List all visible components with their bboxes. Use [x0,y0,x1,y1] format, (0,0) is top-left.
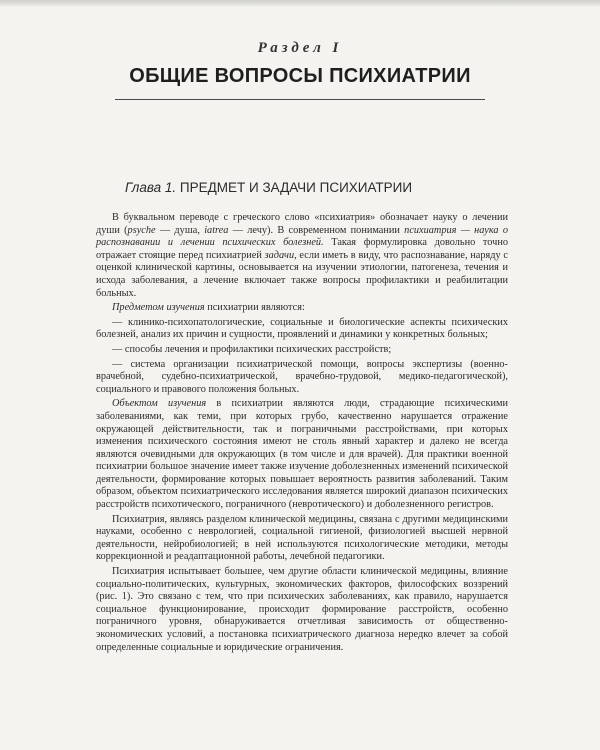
object-emphasis: Объектом изучения [112,398,207,410]
tasks-emphasis: задачи [264,249,295,261]
subject-emphasis: Предметом изучения [112,302,205,314]
definition-emphasis: психиатрия — наука о распознавании и лечении психических болезней. [96,224,508,249]
text-run: в психиатрии являются люди, страдающие психическими заболеваниями, как теми, при которых грубо, качественно нарушается отражение окружающей действительности, так и пограничными расстройствами, при которых изменения психического состояния имеют не столь явный характер и далеко не всегда являются очевидными для окружающих (в том числе и для врачей). Для практики военной психиатрии большое значение имеет также изучение доболезненных изменений психической деятельности, формирование которых повышает вероятность развития заболеваний. Таким образом, объектом психиатрического исследования является широкий диапазон психических расстройств психотического, пограничного (невротического) и доболезненного регистров. [96,398,509,511]
text-run: — душа, [155,224,205,236]
text-run: — лечу). В современном понимании [228,224,405,236]
top-edge [0,0,600,6]
chapter-heading [125,180,545,195]
chapter-number: Глава 1. [125,180,177,195]
term-psyche: psyche [127,224,156,236]
text-run: В буквальном переводе с греческого слово «психиатрия» обозначает науку о лечении души ( [96,212,508,236]
chapter-title: ПРЕДМЕТ И ЗАДАЧИ ПСИХИАТРИИ [179,180,413,195]
paragraph-social: Психиатрия испытывает большее, чем другие области клинической медицины, влияние социально-политических, культурных, экономических факторов, философских воззрений (рис. 1). Это связано с тем, что при психических заболеваниях, как правило, нарушается социальное функционирование, происходит формирование расстройств, особенно пограничного уровня, обнаруживается отчетливая зависимость от общественно-экономических условий, а постановка психиатрического диагноза нередко влечет за собой определенные социальные и юридические ограничения. [96,566,508,653]
part-heading [0,40,600,88]
paragraph-subject [96,302,508,315]
text-run: Такая формулировка довольно точно отражает стоящие перед психиатрией [96,237,509,261]
body-text [96,212,508,656]
paragraph-intro [96,212,508,300]
paragraph-relations: Психиатрия, являясь разделом клинической медицины, связана с другими медицинскими науками, особенно с неврологией, социальной гигиеной, физиологией высшей нервной деятельности, нейробиологией; в ней используются психологические методики, методы коррекционной и реадаптационной работы, лечебной педагогики. [96,513,508,563]
list-item: — система организации психиатрической помощи, вопросы экспертизы (военно-врачебной, судебно-психиатрической, врачебно-трудовой, медико-педагогической), социального и правового положения больных. [96,358,508,395]
list-item: — клинико-психопатологические, социальные и биологические аспекты психических болезней, анализ их причин и сущности, проявлений и динамики у конкретных больных; [96,316,508,341]
text-run: психиатрии являются: [204,302,305,314]
part-label: Раздел I [257,40,343,56]
list-item: — способы лечения и профилактики психических расстройств; [112,343,392,355]
part-divider [115,99,485,100]
paragraph-object [96,398,508,511]
part-title: ОБЩИЕ ВОПРОСЫ ПСИХИАТРИИ [129,65,471,87]
text-run: , если иметь в виду, что распознавание, наряду с оценкой клинической картины, основывается на изучении этиологии, патогенеза, течения и исхода заболевания, а лечение включает также вопросы профилактики и реабилитации больных. [96,249,508,299]
term-iatrea: iatrea [204,224,229,236]
